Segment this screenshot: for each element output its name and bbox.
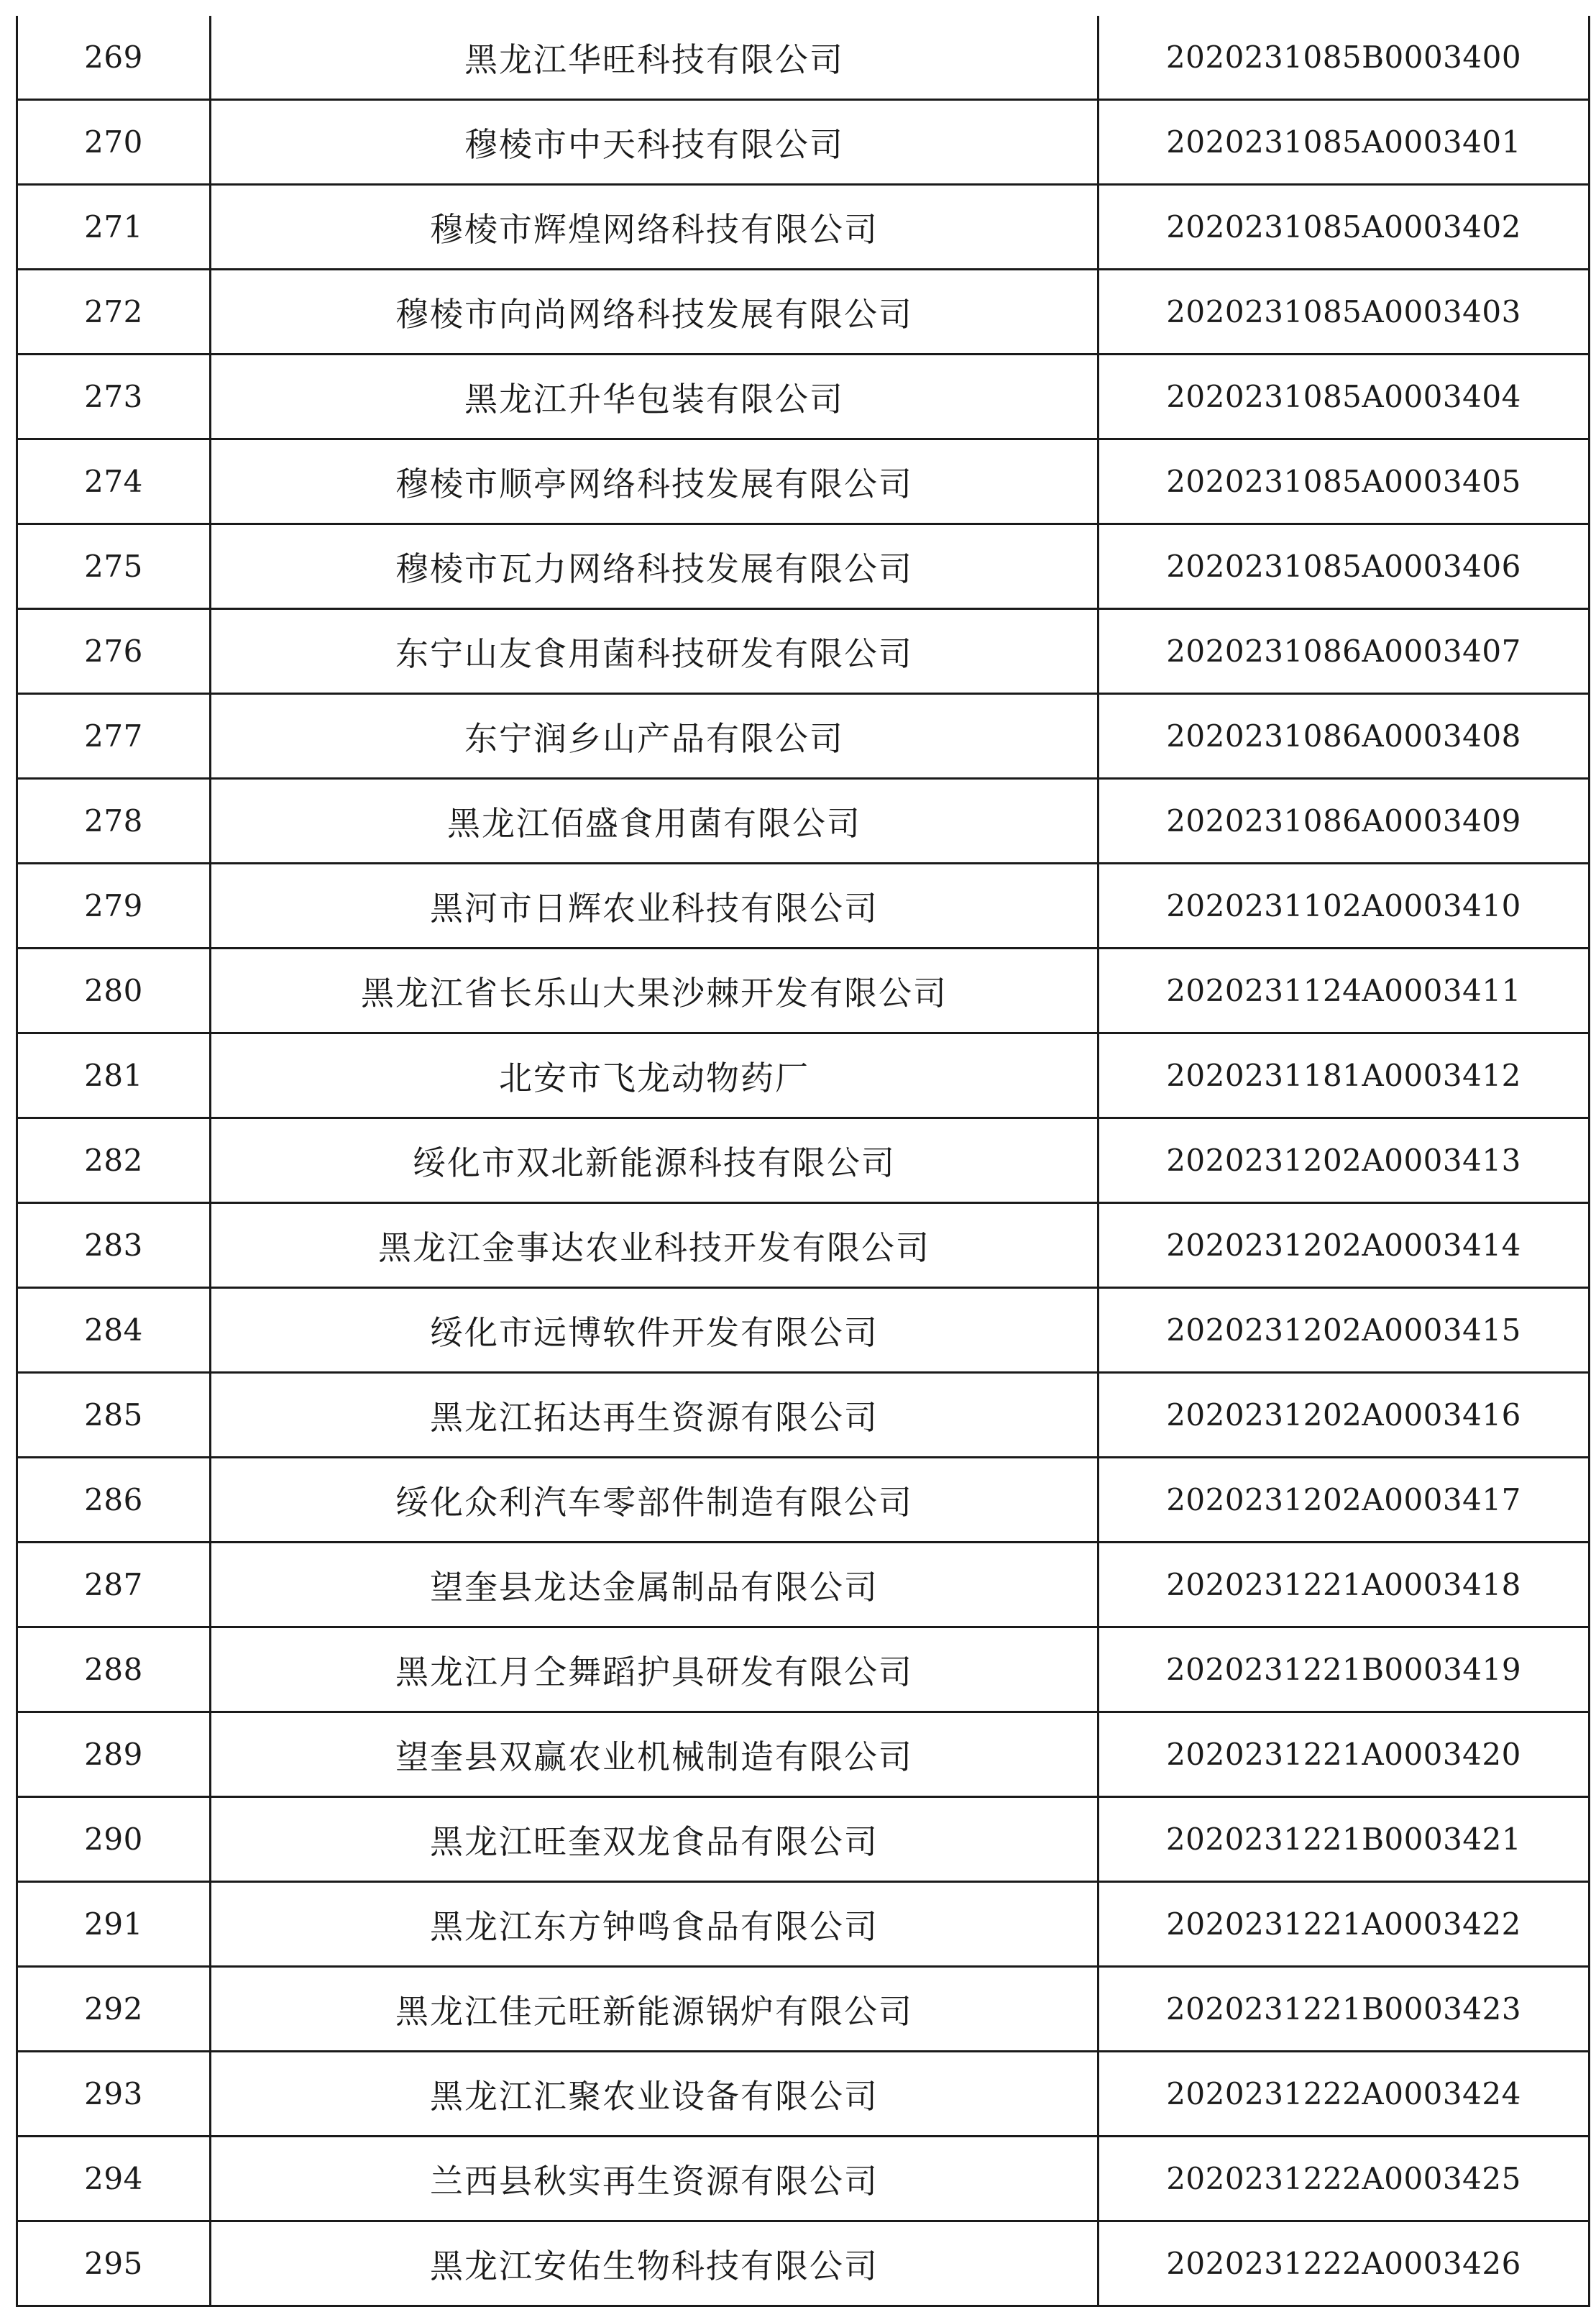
table-row (17, 1627, 1590, 1712)
serial-number-cell: 292 (17, 1967, 211, 2052)
table-row (17, 609, 1590, 694)
company-name-cell: 东宁山友食用菌科技研发有限公司 (211, 609, 1099, 694)
company-name-cell: 绥化市远博软件开发有限公司 (211, 1288, 1099, 1373)
registration-code-cell: 2020231085A0003405 (1099, 439, 1590, 524)
serial-number-cell: 288 (17, 1627, 211, 1712)
company-name-cell: 黑龙江省长乐山大果沙棘开发有限公司 (211, 949, 1099, 1033)
serial-number-cell: 269 (17, 16, 211, 100)
company-name-cell: 黑龙江佰盛食用菌有限公司 (211, 779, 1099, 864)
company-name-cell: 望奎县双赢农业机械制造有限公司 (211, 1712, 1099, 1797)
table-row (17, 185, 1590, 270)
registration-code-cell: 2020231086A0003409 (1099, 779, 1590, 864)
serial-number-cell: 293 (17, 2052, 211, 2137)
registration-code-cell: 2020231085A0003403 (1099, 270, 1590, 355)
table-row (17, 1288, 1590, 1373)
registration-code-cell: 2020231221B0003421 (1099, 1797, 1590, 1882)
company-name-cell: 绥化众利汽车零部件制造有限公司 (211, 1458, 1099, 1543)
table-row (17, 1712, 1590, 1797)
serial-number-cell: 281 (17, 1033, 211, 1118)
table-row (17, 779, 1590, 864)
registration-code-cell: 2020231221B0003419 (1099, 1627, 1590, 1712)
company-name-cell: 黑龙江月仝舞蹈护具研发有限公司 (211, 1627, 1099, 1712)
company-name-cell: 黑龙江佳元旺新能源锅炉有限公司 (211, 1967, 1099, 2052)
company-name-cell: 黑龙江金事达农业科技开发有限公司 (211, 1203, 1099, 1288)
company-name-cell: 黑龙江汇聚农业设备有限公司 (211, 2052, 1099, 2137)
company-name-cell: 东宁润乡山产品有限公司 (211, 694, 1099, 779)
company-name-cell: 黑龙江拓达再生资源有限公司 (211, 1373, 1099, 1458)
table-row (17, 2052, 1590, 2137)
table-row (17, 2137, 1590, 2221)
registration-code-cell: 2020231202A0003417 (1099, 1458, 1590, 1543)
serial-number-cell: 294 (17, 2137, 211, 2221)
serial-number-cell: 283 (17, 1203, 211, 1288)
registration-code-cell: 2020231085A0003406 (1099, 524, 1590, 609)
company-name-cell: 黑龙江旺奎双龙食品有限公司 (211, 1797, 1099, 1882)
table-row (17, 439, 1590, 524)
registration-code-cell: 2020231202A0003413 (1099, 1118, 1590, 1203)
registration-code-cell: 2020231181A0003412 (1099, 1033, 1590, 1118)
company-name-cell: 穆棱市向尚网络科技发展有限公司 (211, 270, 1099, 355)
serial-number-cell: 290 (17, 1797, 211, 1882)
registration-code-cell: 2020231221B0003423 (1099, 1967, 1590, 2052)
registration-code-cell: 2020231085A0003404 (1099, 355, 1590, 439)
registration-code-cell: 2020231086A0003408 (1099, 694, 1590, 779)
table-row (17, 1033, 1590, 1118)
company-name-cell: 绥化市双北新能源科技有限公司 (211, 1118, 1099, 1203)
company-name-cell: 穆棱市顺亭网络科技发展有限公司 (211, 439, 1099, 524)
serial-number-cell: 275 (17, 524, 211, 609)
registration-code-cell: 2020231221A0003418 (1099, 1543, 1590, 1627)
table-row (17, 270, 1590, 355)
serial-number-cell: 289 (17, 1712, 211, 1797)
serial-number-cell: 284 (17, 1288, 211, 1373)
table-row (17, 1203, 1590, 1288)
company-name-cell: 黑龙江东方钟鸣食品有限公司 (211, 1882, 1099, 1967)
registration-code-cell: 2020231222A0003425 (1099, 2137, 1590, 2221)
serial-number-cell: 279 (17, 864, 211, 949)
registration-code-cell: 2020231221A0003422 (1099, 1882, 1590, 1967)
table-row (17, 2221, 1590, 2306)
registration-code-cell: 2020231085A0003402 (1099, 185, 1590, 270)
table-row (17, 100, 1590, 185)
registration-code-cell: 2020231086A0003407 (1099, 609, 1590, 694)
serial-number-cell: 286 (17, 1458, 211, 1543)
serial-number-cell: 287 (17, 1543, 211, 1627)
serial-number-cell: 271 (17, 185, 211, 270)
company-name-cell: 黑龙江华旺科技有限公司 (211, 16, 1099, 100)
company-name-cell: 兰西县秋实再生资源有限公司 (211, 2137, 1099, 2221)
registration-code-cell: 2020231085A0003401 (1099, 100, 1590, 185)
table-row (17, 355, 1590, 439)
company-name-cell: 望奎县龙达金属制品有限公司 (211, 1543, 1099, 1627)
registration-code-cell: 2020231222A0003424 (1099, 2052, 1590, 2137)
serial-number-cell: 291 (17, 1882, 211, 1967)
serial-number-cell: 282 (17, 1118, 211, 1203)
company-name-cell: 穆棱市辉煌网络科技有限公司 (211, 185, 1099, 270)
registration-code-cell: 2020231202A0003415 (1099, 1288, 1590, 1373)
company-name-cell: 黑龙江升华包装有限公司 (211, 355, 1099, 439)
serial-number-cell: 285 (17, 1373, 211, 1458)
serial-number-cell: 274 (17, 439, 211, 524)
serial-number-cell: 280 (17, 949, 211, 1033)
registration-code-cell: 2020231202A0003414 (1099, 1203, 1590, 1288)
table-row (17, 949, 1590, 1033)
registration-code-cell: 2020231124A0003411 (1099, 949, 1590, 1033)
table-row (17, 1373, 1590, 1458)
registration-code-cell: 2020231221A0003420 (1099, 1712, 1590, 1797)
serial-number-cell: 272 (17, 270, 211, 355)
table-row (17, 1882, 1590, 1967)
company-name-cell: 北安市飞龙动物药厂 (211, 1033, 1099, 1118)
company-name-cell: 穆棱市瓦力网络科技发展有限公司 (211, 524, 1099, 609)
serial-number-cell: 277 (17, 694, 211, 779)
table-row (17, 694, 1590, 779)
table-body (17, 16, 1590, 2306)
serial-number-cell: 278 (17, 779, 211, 864)
serial-number-cell: 273 (17, 355, 211, 439)
serial-number-cell: 270 (17, 100, 211, 185)
registration-code-cell: 2020231202A0003416 (1099, 1373, 1590, 1458)
table-row (17, 1797, 1590, 1882)
serial-number-cell: 276 (17, 609, 211, 694)
registration-code-cell: 2020231222A0003426 (1099, 2221, 1590, 2306)
table-row (17, 1118, 1590, 1203)
table-row (17, 1458, 1590, 1543)
company-name-cell: 黑河市日辉农业科技有限公司 (211, 864, 1099, 949)
company-name-cell: 黑龙江安佑生物科技有限公司 (211, 2221, 1099, 2306)
table-row (17, 1967, 1590, 2052)
serial-number-cell: 295 (17, 2221, 211, 2306)
company-name-cell: 穆棱市中天科技有限公司 (211, 100, 1099, 185)
table-row (17, 16, 1590, 100)
registration-code-cell: 2020231085B0003400 (1099, 16, 1590, 100)
registration-code-cell: 2020231102A0003410 (1099, 864, 1590, 949)
company-registry-table (16, 16, 1590, 2307)
table-row (17, 524, 1590, 609)
table-row (17, 1543, 1590, 1627)
table-row (17, 864, 1590, 949)
